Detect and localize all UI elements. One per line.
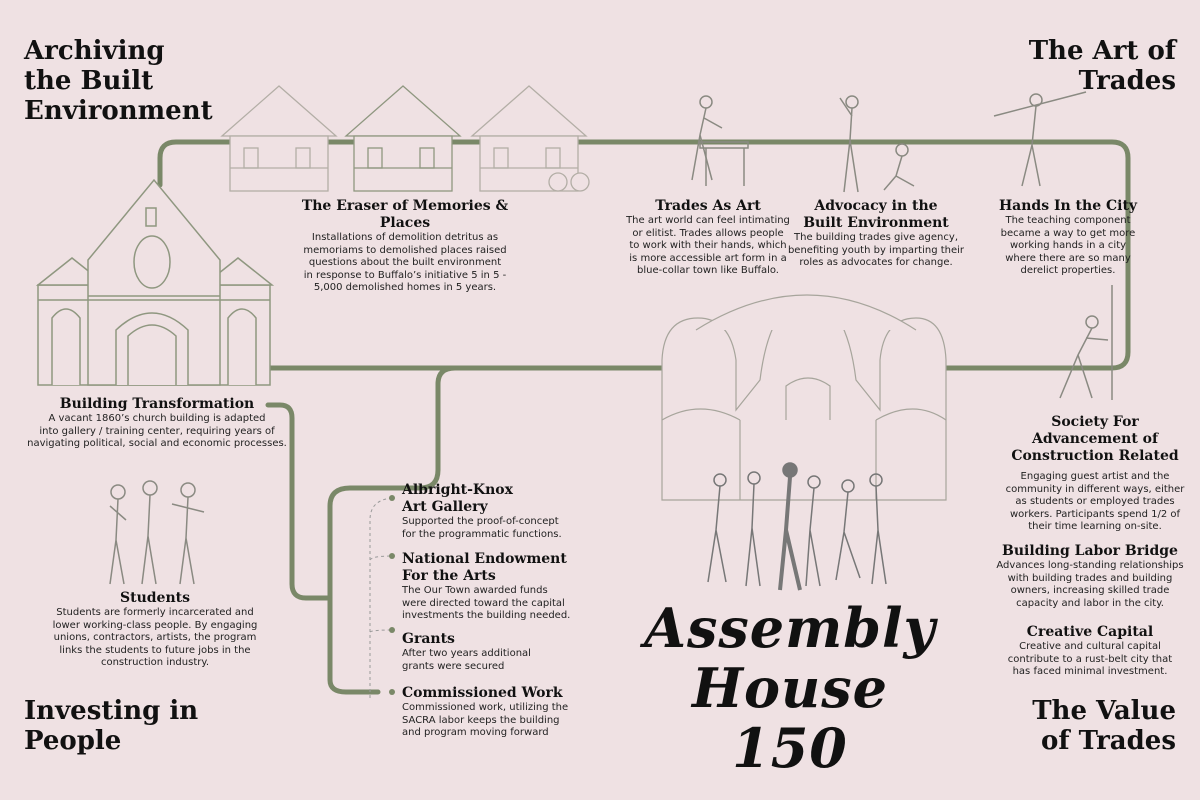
creative-capital-heading: Creative Capital <box>1026 624 1154 640</box>
commissioned-text: Commissioned work, utilizing the SACRA labor keeps the building and program moving forward <box>402 702 569 738</box>
funding-dashes <box>370 498 392 700</box>
section-nea <box>402 551 602 623</box>
students-text: Students are formerly incarcerated and lower working-class people. By engaging unions, contractors, artists, the program links the students to future jobs in the construction industry. <box>52 607 258 668</box>
section-students <box>30 590 280 670</box>
section-creative-capital <box>985 624 1195 679</box>
main-title: Assembly House 150 <box>644 596 936 780</box>
corner-title-art-of-trades: The Art of Trades <box>1028 36 1176 96</box>
section-sacra <box>990 414 1200 534</box>
section-trades-as-art <box>618 198 798 278</box>
labor-bridge-heading: Building Labor Bridge <box>1002 543 1178 559</box>
corner-title-value-of-trades: The Value of Trades <box>1032 696 1176 756</box>
hands-heading: Hands In the City <box>998 198 1138 214</box>
section-advocacy <box>786 198 966 270</box>
eraser-text: Installations of demolition detritus as memoriams to demolished places raised questions about the built environment in response to Buffalo’s initiative 5 in 5 - 5,000 demolished homes in 5 years. <box>303 232 507 293</box>
sacra-heading: Society For Advancement of Construction Related <box>1011 414 1179 464</box>
students-figures <box>110 481 204 584</box>
section-labor-bridge <box>980 543 1200 610</box>
church-illustration <box>38 180 272 385</box>
section-albright-knox <box>402 482 602 541</box>
albright-heading: Albright-Knox Art Gallery <box>402 482 513 515</box>
hands-text: The teaching component became a way to get more working hands in a city where there are so many derelict properties. <box>1000 215 1136 276</box>
students-heading: Students <box>120 590 190 606</box>
sacra-text: Engaging guest artist and the community in different ways, either as students or employed trades workers. Participants spend 1/2 of their time learning on-site. <box>1005 471 1185 532</box>
grants-text: After two years additional grants were secured <box>402 648 531 672</box>
trades-as-art-heading: Trades As Art <box>655 198 761 214</box>
section-hands-in-city <box>978 198 1158 278</box>
nea-text: The Our Town awarded funds were directed toward the capital investments the building needed. <box>402 585 571 621</box>
section-building-transformation <box>22 396 292 451</box>
section-grants <box>402 631 602 673</box>
corner-title-investing: Investing in People <box>24 696 199 756</box>
eraser-heading: The Eraser of Memories & Places <box>301 198 509 231</box>
nea-heading: National Endowment For the Arts <box>402 551 567 584</box>
building-transformation-text: A vacant 1860’s church building is adapted into gallery / training center, requiring years of navigating political, social and economic processes. <box>27 413 287 449</box>
trades-as-art-text: The art world can feel intimating or elitist. Trades allows people to work with their hands, which is more accessible art form in a blue-collar town like Buffalo. <box>626 215 790 276</box>
houses-illustration <box>222 86 589 191</box>
branch-dots <box>389 495 395 695</box>
section-eraser <box>280 198 530 295</box>
creative-capital-text: Creative and cultural capital contribute to a rust-belt city that has faced minimal investment. <box>1007 641 1173 677</box>
cathedral-illustration <box>662 295 946 500</box>
albright-text: Supported the proof-of-concept for the programmatic functions. <box>402 516 562 540</box>
corner-title-archiving: Archiving the Built Environment <box>24 36 213 126</box>
labor-bridge-text: Advances long-standing relationships with building trades and building owners, increasing skilled trade capacity and labor in the city. <box>996 560 1184 609</box>
section-commissioned <box>402 685 602 740</box>
grants-heading: Grants <box>402 631 455 647</box>
commissioned-heading: Commissioned Work <box>402 685 563 701</box>
building-transformation-heading: Building Transformation <box>59 396 255 412</box>
advocacy-heading: Advocacy in the Built Environment <box>803 198 949 231</box>
advocacy-text: The building trades give agency, benefiting youth by imparting their roles as advocates for change. <box>787 232 965 268</box>
